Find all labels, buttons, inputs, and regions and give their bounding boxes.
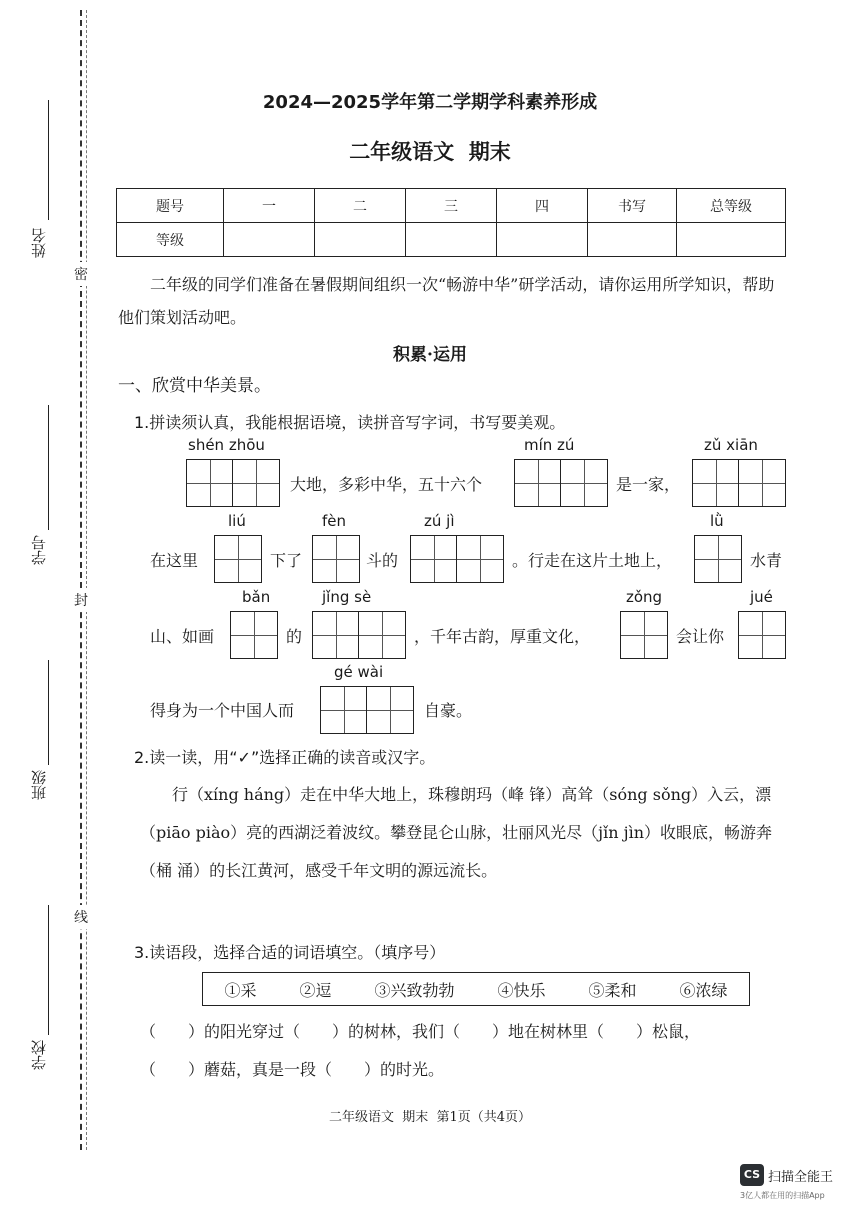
q1-text-7: 水青 xyxy=(750,551,783,570)
pinyin-zuji: zú jì xyxy=(424,512,455,530)
q3-prompt: 3.读语段，选择合适的词语填空。（填序号） xyxy=(134,943,446,962)
q3-word-bank xyxy=(202,972,750,1006)
bind-char-feng: 封 xyxy=(74,588,88,612)
scanner-logo-icon: CS xyxy=(740,1164,764,1186)
q1-text-4: 下了 xyxy=(270,551,303,570)
grade-cell[interactable] xyxy=(497,223,588,257)
bind-char-mi: 密 xyxy=(74,262,88,286)
pinyin-fen: fèn xyxy=(322,512,347,530)
part1-title: 一、欣赏中华美景。 xyxy=(118,376,271,396)
id-label: 学号 xyxy=(30,535,48,565)
grade-cell[interactable] xyxy=(588,223,677,257)
q1-text-2: 是一家， xyxy=(616,475,681,494)
answer-grid-shenzhou[interactable] xyxy=(186,459,280,507)
score-header-cell: 一 xyxy=(224,189,315,223)
answer-grid-gewai[interactable] xyxy=(320,686,414,734)
q1-text-11: 会让你 xyxy=(676,627,725,646)
word-option: ④快乐 xyxy=(497,980,546,1000)
pinyin-lu: lǜ xyxy=(710,512,724,530)
pinyin-minzu: mín zú xyxy=(524,436,575,454)
q1-text-13: 自豪。 xyxy=(424,701,473,720)
scanner-tagline: 3亿人都在用的扫描App xyxy=(740,1191,825,1200)
answer-grid-fen[interactable] xyxy=(312,535,360,583)
school-label: 学校 xyxy=(30,1040,48,1070)
score-header-cell: 总等级 xyxy=(677,189,786,223)
score-table xyxy=(116,188,786,257)
answer-grid-jingse[interactable] xyxy=(312,611,406,659)
exam-subtitle: 二年级语文 期末 xyxy=(349,140,511,164)
grade-row-label: 等级 xyxy=(117,223,224,257)
pinyin-gewai: gé wài xyxy=(334,663,384,681)
score-header-cell: 四 xyxy=(497,189,588,223)
answer-grid-liu[interactable] xyxy=(214,535,262,583)
grade-cell[interactable] xyxy=(406,223,497,257)
answer-grid-minzu[interactable] xyxy=(514,459,608,507)
q3-line-1[interactable]: （ ）的阳光穿过（ ）的树林，我们（ ）地在树林里（ ）松鼠， xyxy=(140,1022,701,1041)
word-option: ⑤柔和 xyxy=(588,980,637,1000)
intro-paragraph: 二年级的同学们准备在暑假期间组织一次“畅游中华”研学活动，请你运用所学知识，帮助他们策划活动吧。 xyxy=(118,275,775,327)
q1-text-1: 大地，多彩中华，五十六个 xyxy=(290,475,483,494)
q1-text-10: ，千年古韵，厚重文化， xyxy=(414,627,591,646)
scanner-app-name: 扫描全能王 xyxy=(768,1170,834,1185)
score-header-cell: 三 xyxy=(406,189,497,223)
answer-grid-lu[interactable] xyxy=(694,535,742,583)
section-heading: 积累·运用 xyxy=(393,345,467,365)
answer-grid-zuji[interactable] xyxy=(410,535,504,583)
binding-dash-line-inner xyxy=(86,10,87,1150)
q1-text-3: 在这里 xyxy=(150,551,199,570)
q1-text-5: 斗的 xyxy=(366,551,399,570)
pinyin-shenzhou: shén zhōu xyxy=(188,436,265,454)
binding-dash-line xyxy=(80,10,82,1150)
word-option: ⑥浓绿 xyxy=(679,980,728,1000)
pinyin-jue: jué xyxy=(750,588,773,606)
q1-text-9: 的 xyxy=(286,627,303,646)
q1-prompt: 1.拼读须认真，我能根据语境，读拼音写字词，书写要美观。 xyxy=(134,413,566,432)
word-option: ②逗 xyxy=(299,980,332,1000)
q3-line-2[interactable]: （ ）蘑菇，真是一段（ ）的时光。 xyxy=(140,1060,445,1079)
grade-cell[interactable] xyxy=(677,223,786,257)
school-underline xyxy=(48,905,49,1035)
pinyin-jingse: jǐng sè xyxy=(322,588,372,606)
pinyin-zuxian: zǔ xiān xyxy=(704,436,758,454)
answer-grid-zong[interactable] xyxy=(620,611,668,659)
score-header-cell: 书写 xyxy=(588,189,677,223)
pinyin-liu: liú xyxy=(228,512,246,530)
q2-prompt: 2.读一读，用“✓”选择正确的读音或汉字。 xyxy=(134,748,436,767)
pinyin-ban: bǎn xyxy=(242,588,271,606)
score-header-cell: 二 xyxy=(315,189,406,223)
answer-grid-jue[interactable] xyxy=(738,611,786,659)
q1-text-6: 。行走在这片土地上， xyxy=(512,551,673,570)
grade-cell[interactable] xyxy=(224,223,315,257)
pinyin-zong: zǒng xyxy=(626,588,663,606)
score-table-grade-row xyxy=(117,223,786,257)
score-table-header-row xyxy=(117,189,786,223)
class-underline xyxy=(48,660,49,765)
class-label: 班级 xyxy=(30,770,48,800)
q2-paragraph[interactable]: 行（xíng háng）走在中华大地上，珠穆朗玛（峰 锋）高耸（sóng sǒng）入云，漂（piāo piào）亮的西湖泛着波纹。攀登昆仑山脉，壮丽风光尽（jǐn jìn）收眼底，畅游奔（桶 涌）的长江黄河，感受千年文明的源远流长。 xyxy=(140,785,773,880)
q1-text-8: 山、如画 xyxy=(150,627,215,646)
grade-cell[interactable] xyxy=(315,223,406,257)
q1-text-12: 得身为一个中国人而 xyxy=(150,701,295,720)
exam-title: 2024—2025学年第二学期学科素养形成 xyxy=(262,92,598,113)
name-label: 姓名 xyxy=(30,228,48,258)
page-footer: 二年级语文 期末 第1页（共4页） xyxy=(328,1110,532,1125)
answer-grid-zuxian[interactable] xyxy=(692,459,786,507)
word-option: ①采 xyxy=(224,980,257,1000)
bind-char-xian: 线 xyxy=(74,905,88,929)
word-option: ③兴致勃勃 xyxy=(374,980,455,1000)
id-underline xyxy=(48,405,49,530)
score-header-cell: 题号 xyxy=(117,189,224,223)
answer-grid-ban[interactable] xyxy=(230,611,278,659)
